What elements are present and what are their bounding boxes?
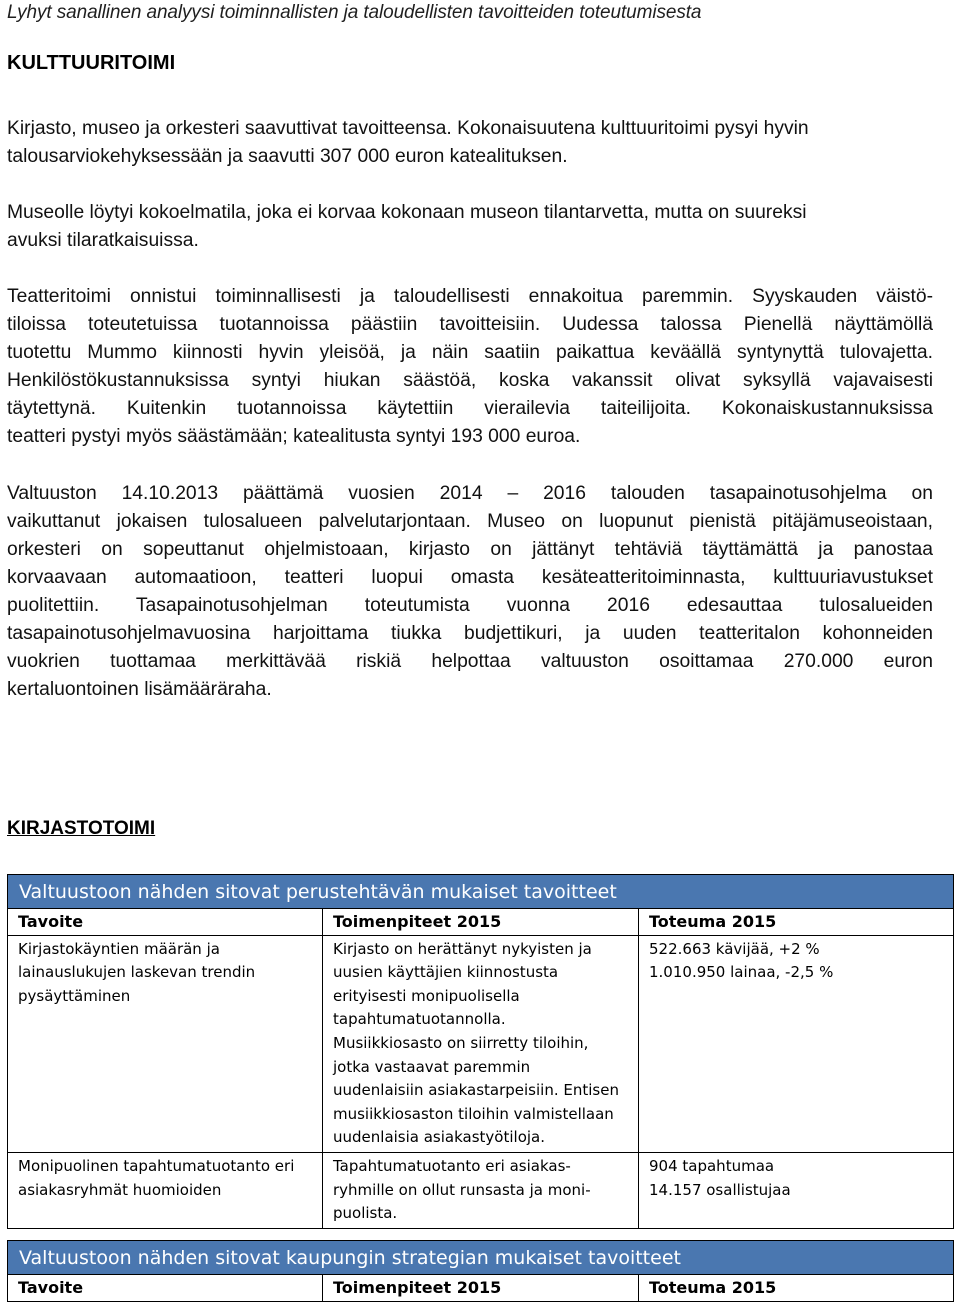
- cell-line: uudenlaisia asiakastyötiloja.: [333, 1128, 545, 1147]
- cell-line: 1.010.950 lainaa, -2,5 %: [649, 963, 834, 982]
- cell-line: Monipuolinen tapahtumatuotanto eri: [18, 1156, 295, 1175]
- cell-line: Kirjasto on herättänyt nykyisten ja: [333, 939, 592, 958]
- column-header-actions: Toimenpiteet 2015: [323, 1275, 639, 1302]
- column-header-goal: Tavoite: [8, 1275, 323, 1302]
- paragraph-line: Teatteritoimi onnistui toiminnallisesti ja taloudellisesti ennakoitua paremmin. Syyskauden väistö-: [7, 286, 933, 307]
- table-cell-goal: [8, 935, 323, 1152]
- cell-line: Tapahtumatuotanto eri asiakas-: [333, 1156, 571, 1175]
- table-cell-actions: [323, 935, 639, 1152]
- paragraph-balancing-programme: [7, 480, 933, 704]
- section-heading-kirjastotoimi: KIRJASTOTOIMI: [7, 818, 156, 839]
- cell-line: 522.663 kävijää, +2 %: [649, 939, 820, 958]
- column-header-actions: Toimenpiteet 2015: [323, 909, 639, 936]
- table-row: [8, 1152, 954, 1228]
- section-heading-kulttuuritoimi: KULTTUURITOIMI: [7, 52, 176, 74]
- paragraph-summary: [7, 115, 933, 171]
- paragraph-museum: [7, 199, 933, 255]
- table-cell-result: [639, 935, 954, 1152]
- cell-line: Musiikkiosasto on siirretty tiloihin,: [333, 1033, 589, 1052]
- paragraph-line: Kirjasto, museo ja orkesteri saavuttivat tavoitteensa. Kokonaisuutena kulttuuritoimi pysyi hyvin: [7, 118, 809, 139]
- paragraph-line: Henkilöstökustannuksissa syntyi hiukan säästöä, koska vakanssit olivat syksyllä vajavaisesti: [7, 370, 933, 391]
- table-row: [8, 935, 954, 1152]
- table-banner: Valtuustoon nähden sitovat perustehtävän mukaiset tavoitteet: [8, 875, 954, 909]
- cell-line: uudenlaisiin asiakastarpeisiin. Entisen: [333, 1081, 619, 1100]
- cell-line: ryhmille on ollut runsasta ja moni-: [333, 1180, 591, 1199]
- paragraph-line: tuotettu Mummo kiinnosti hyvin yleisöä, ja näin saatiin paikattua keväällä syntynyttä tulovajetta.: [7, 342, 933, 363]
- paragraph-line: Museolle löytyi kokoelmatila, joka ei korvaa kokonaan museon tilantarvetta, mutta on suureksi: [7, 202, 807, 223]
- table-cell-goal: [8, 1152, 323, 1228]
- cell-line: pysäyttäminen: [18, 986, 131, 1005]
- paragraph-line: talousarviokehyksessään ja saavutti 307 000 euron katealituksen.: [7, 146, 568, 167]
- cell-line: lainauslukujen laskevan trendin: [18, 963, 256, 982]
- table-header-row: [8, 909, 954, 936]
- paragraph-line: teatteri pystyi myös säästämään; katealitusta syntyi 193 000 euroa.: [7, 426, 581, 447]
- column-header-result: Toteuma 2015: [639, 909, 954, 936]
- paragraph-line: korvaavaan automaatioon, teatteri luopui omasta kesäteatteritoiminnasta, kulttuuriavustukset: [7, 567, 933, 588]
- table-cell-result: [639, 1152, 954, 1228]
- paragraph-line: tasapainotusohjelmavuosina harjoittama tiukka budjettikuri, ja uuden teatteritalon kohonneiden: [7, 623, 933, 644]
- paragraph-theatre: [7, 283, 933, 451]
- paragraph-line: puolitettiin. Tasapainotusohjelman toteutumista vuonna 2016 edesauttaa tulosalueiden: [7, 595, 933, 616]
- cell-line: 904 tapahtumaa: [649, 1156, 775, 1175]
- cell-line: Kirjastokäyntien määrän ja: [18, 939, 220, 958]
- cell-line: tapahtumatuotannolla.: [333, 1010, 506, 1029]
- paragraph-line: vuokrien tuottamaa merkittävää riskiä helpottaa valtuuston osoittamaa 270.000 euron: [7, 651, 933, 672]
- goals-table-basic: [7, 874, 954, 1229]
- paragraph-line: tiloissa toteutetuissa tuotannoissa päästiin tavoitteisiin. Uudessa talossa Pienellä näyttämöllä: [7, 314, 933, 335]
- paragraph-line: kertaluontoinen lisämääräraha.: [7, 679, 272, 700]
- paragraph-line: orkesteri on sopeuttanut ohjelmistoaan, kirjasto on jättänyt tehtäviä täyttämättä ja panostaa: [7, 539, 933, 560]
- cell-line: jotka vastaavat paremmin: [333, 1057, 531, 1076]
- paragraph-line: Valtuuston 14.10.2013 päättämä vuosien 2014 – 2016 talouden tasapainotusohjelma on: [7, 483, 933, 504]
- cell-line: 14.157 osallistujaa: [649, 1180, 791, 1199]
- paragraph-line: avuksi tilaratkaisuissa.: [7, 230, 199, 251]
- column-header-goal: Tavoite: [8, 909, 323, 936]
- cell-line: uusien käyttäjien kiinnostusta: [333, 963, 559, 982]
- cell-line: asiakasryhmät huomioiden: [18, 1180, 222, 1199]
- table-banner: Valtuustoon nähden sitovat kaupungin strategian mukaiset tavoitteet: [8, 1241, 954, 1275]
- goals-table-strategy: [7, 1240, 954, 1302]
- cell-line: erityisesti monipuolisella: [333, 986, 520, 1005]
- table-header-row: [8, 1275, 954, 1302]
- cell-line: puolista.: [333, 1204, 398, 1223]
- cell-line: musiikkiosaston tiloihin valmistellaan: [333, 1104, 614, 1123]
- column-header-result: Toteuma 2015: [639, 1275, 954, 1302]
- paragraph-line: täytettynä. Kuitenkin tuotannoissa käytettiin vierailevia taiteilijoita. Kokonaiskustannuksissa: [7, 398, 933, 419]
- table-cell-actions: [323, 1152, 639, 1228]
- paragraph-line: vaikuttanut jokaisen tulosalueen palvelutarjontaan. Museo on luopunut pienistä pitäjämuseoistaan,: [7, 511, 933, 532]
- report-title: Lyhyt sanallinen analyysi toiminnallisten ja taloudellisten tavoitteiden toteutumisesta: [7, 2, 702, 23]
